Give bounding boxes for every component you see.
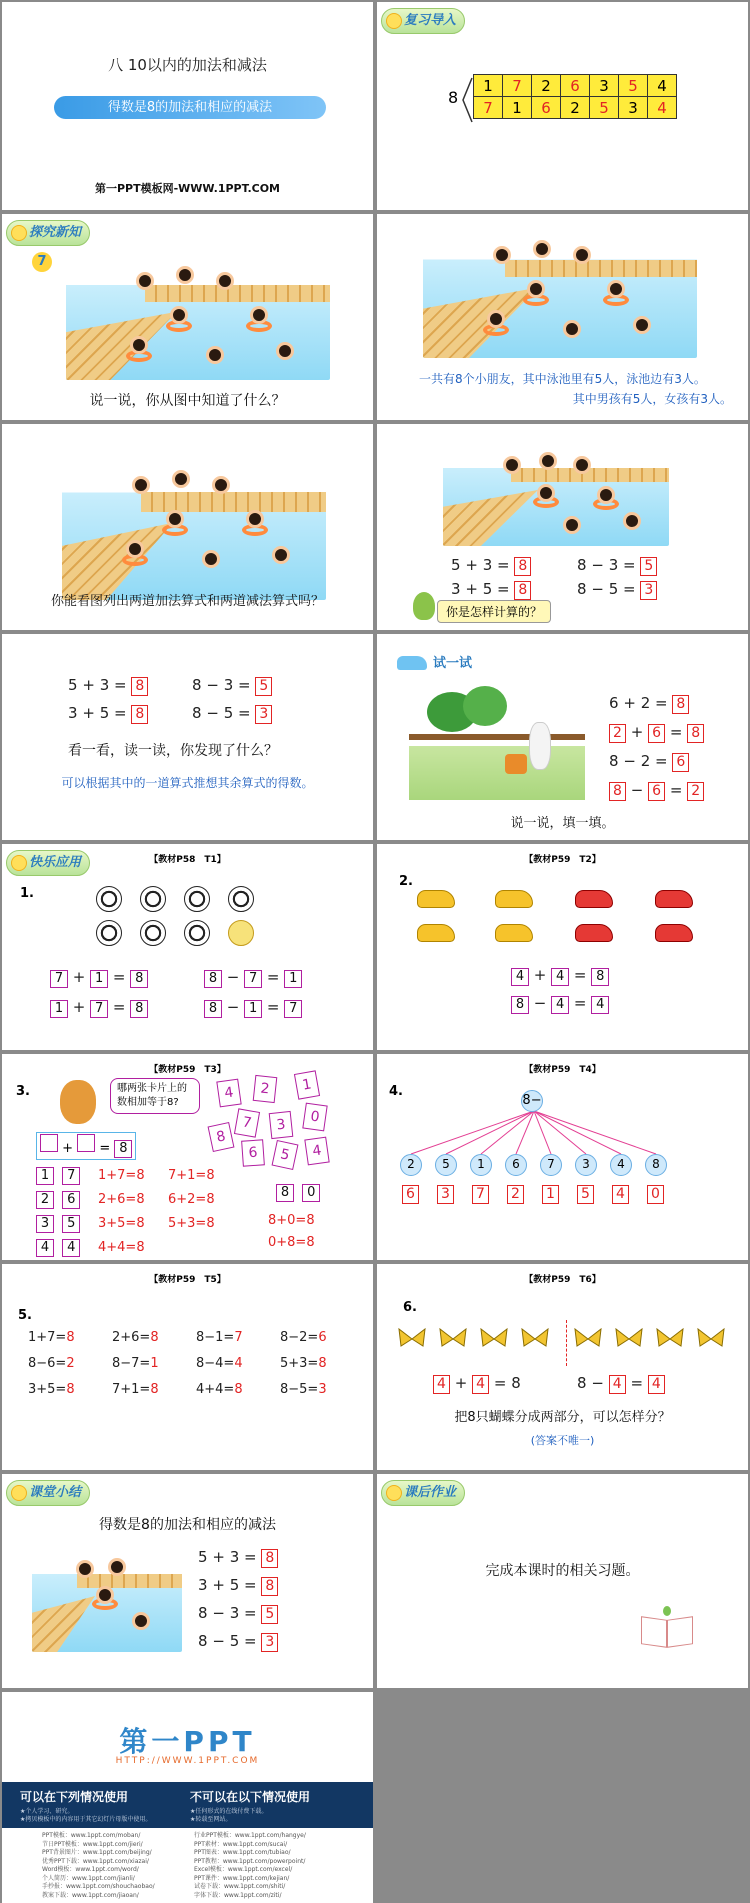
number-card: 4 xyxy=(216,1079,241,1108)
question-number: 2. xyxy=(399,874,413,889)
mascot-icon xyxy=(413,592,435,620)
subtitle-banner: 得数是8的加法和相应的减法 xyxy=(54,96,326,119)
top-node: 6 xyxy=(505,1154,527,1176)
equation: 2 + 6 = 8 xyxy=(609,723,704,743)
butterfly-icon xyxy=(655,1328,685,1350)
footer-logo: 第一PPT xyxy=(119,1725,256,1758)
chapter-title: 八 10以内的加法和减法 xyxy=(108,56,267,74)
slide-practice-2 xyxy=(377,844,748,1050)
butterfly-icon xyxy=(696,1328,726,1350)
number-card: 6 xyxy=(241,1139,265,1166)
equation: 6 + 2 = 8 xyxy=(609,694,689,714)
can-use-1: ★个人学习、研究。 xyxy=(20,1808,74,1815)
equation: 3 + 5 = 8 xyxy=(451,580,531,600)
footer-link[interactable]: 字体下载：www.1ppt.com/ziti/ xyxy=(194,1891,282,1899)
bear-icon xyxy=(60,1080,96,1124)
equation: 8 − 3 = 5 xyxy=(198,1604,278,1624)
soccer-ball-icon xyxy=(96,920,122,946)
table-cell: 2 xyxy=(532,75,561,97)
links-right xyxy=(194,1832,306,1900)
equation: 8 − 5 = 3 xyxy=(577,580,657,600)
slide-review xyxy=(377,2,748,210)
pool-illustration xyxy=(62,462,326,600)
question-number: 4. xyxy=(389,1084,403,1099)
site-text: 第一PPT模板网-WWW.1PPT.COM xyxy=(94,182,281,195)
split-table xyxy=(473,74,677,119)
car-icon xyxy=(397,656,427,670)
table-cell: 1 xyxy=(474,75,503,97)
homework-text: 完成本课时的相关习题。 xyxy=(485,1563,640,1579)
can-use-title: 可以在下列情况使用 xyxy=(20,1790,129,1804)
cannot-use-title: 不可以在以下情况使用 xyxy=(190,1790,311,1804)
slide-title xyxy=(2,2,373,210)
total-number: 8 xyxy=(448,88,459,107)
equation: 8 − 1 = 7 xyxy=(204,998,302,1018)
footer-link[interactable]: 手抄报：www.1ppt.com/shouchaobao/ xyxy=(42,1883,155,1890)
root-node: 8− xyxy=(521,1090,543,1112)
butterfly-icon xyxy=(479,1328,509,1350)
slide-summary xyxy=(2,1474,373,1688)
red-car-icon xyxy=(655,890,693,908)
equation: 8 − 5 = 3 xyxy=(192,704,272,724)
footer-link[interactable]: Excel模板：www.1ppt.com/excel/ xyxy=(194,1866,293,1873)
equation: 8 − 7 = 1 xyxy=(204,968,302,988)
table-cell: 6 xyxy=(561,75,590,97)
divider-line xyxy=(566,1320,567,1366)
slide-practice-6 xyxy=(377,1264,748,1470)
answer-box: 3 xyxy=(255,705,272,724)
number-card: 7 xyxy=(234,1108,260,1137)
slide-homework xyxy=(377,1474,748,1688)
calc-item: 8−1=7 xyxy=(196,1330,243,1345)
textbook-ref: 【教材P59 T3】 xyxy=(149,1065,226,1075)
soccer-ball-icon xyxy=(140,920,166,946)
question-text: 把8只蝴蝶分成两部分，可以怎样分？ xyxy=(454,1410,671,1425)
equation: 7 + 1 = 8 xyxy=(50,968,148,988)
equation: 1 + 7 = 8 xyxy=(50,998,148,1018)
number-card: 4 xyxy=(304,1137,329,1166)
footer-link[interactable]: PPT模板：www.1ppt.com/moban/ xyxy=(42,1832,141,1839)
table-cell: 5 xyxy=(619,75,648,97)
yellow-car-icon xyxy=(417,924,455,942)
top-node: 1 xyxy=(470,1154,492,1176)
equation: 5 + 3 = 8 xyxy=(68,676,148,696)
slide-equations-answer xyxy=(377,424,748,630)
equation: 4 + 4 = 8 xyxy=(511,966,609,986)
answer-box: 4 xyxy=(612,1185,629,1204)
equation: 8 − 4 = 4 xyxy=(577,1374,665,1394)
top-node: 8 xyxy=(645,1154,667,1176)
number-badge: 7 xyxy=(32,252,52,272)
slide-observation xyxy=(377,214,748,420)
pool-illustration xyxy=(443,446,669,546)
number-card: 5 xyxy=(272,1140,299,1170)
tag-review: 复习导入 xyxy=(381,8,465,34)
calc-item: 8−5=3 xyxy=(280,1382,327,1397)
red-car-icon xyxy=(655,924,693,942)
table-cell: 7 xyxy=(503,75,532,97)
footer-link[interactable]: 试卷下载：www.1ppt.com/shiti/ xyxy=(194,1883,286,1890)
butterfly-icon xyxy=(438,1328,468,1350)
sums-column-2: 7+1=8 6+2=8 5+3=8 xyxy=(168,1168,215,1231)
red-car-icon xyxy=(575,890,613,908)
table-cell: 7 xyxy=(474,97,503,119)
slide-practice-4 xyxy=(377,1054,748,1260)
footer-link[interactable]: 个人简历：www.1ppt.com/jianli/ xyxy=(42,1874,135,1882)
zero-pair: 8 0 xyxy=(276,1184,320,1202)
equation: 8 − 3 = 5 xyxy=(192,676,272,696)
answer-box: 6 xyxy=(402,1185,419,1204)
table-cell: 1 xyxy=(503,97,532,119)
table-cell: 4 xyxy=(648,75,677,97)
calc-item: 4+4=8 xyxy=(196,1382,243,1397)
number-card: 3 xyxy=(269,1111,294,1139)
template-box: + = 8 xyxy=(36,1132,136,1160)
answer-box: 1 xyxy=(542,1185,559,1204)
answer-box: 7 xyxy=(472,1185,489,1204)
footer-link[interactable]: 节日PPT模板：www.1ppt.com/jieri/ xyxy=(42,1840,143,1848)
answer-box: 8 xyxy=(131,705,148,724)
textbook-ref: 【教材P59 T6】 xyxy=(524,1275,601,1285)
footer-link[interactable]: PPT图表：www.1ppt.com/tubiao/ xyxy=(194,1849,291,1856)
calc-item: 1+7=8 xyxy=(28,1330,75,1345)
table-row xyxy=(474,75,677,97)
answer-box: 3 xyxy=(437,1185,454,1204)
calc-item: 8−6=2 xyxy=(28,1356,75,1371)
calc-item: 7+1=8 xyxy=(112,1382,159,1397)
sums-column-3: 8+0=8 0+8=8 xyxy=(268,1213,315,1250)
pool-illustration xyxy=(32,1552,182,1652)
top-node: 5 xyxy=(435,1154,457,1176)
equation: 8 − 4 = 4 xyxy=(511,994,609,1014)
answer-box: 6 xyxy=(648,724,665,743)
split-bracket xyxy=(461,76,473,124)
question-number: 1. xyxy=(20,886,34,901)
slide-practice-1 xyxy=(2,844,373,1050)
table-cell: 3 xyxy=(590,75,619,97)
slide-practice-5 xyxy=(2,1264,373,1470)
footer-link[interactable]: Word模板：www.1ppt.com/word/ xyxy=(42,1866,139,1873)
slide-discover xyxy=(2,634,373,840)
can-use-2: ★拷贝模板中的内容用于其它幻灯片母版中使用。 xyxy=(20,1816,152,1823)
caption-text: 说一说，填一填。 xyxy=(510,816,615,831)
footer-link[interactable]: PPT背景图片：www.1ppt.com/beijing/ xyxy=(42,1849,152,1856)
footer-link[interactable]: PPT教程：www.1ppt.com/powerpoint/ xyxy=(194,1857,306,1865)
tag-practice: 快乐应用 xyxy=(6,850,90,876)
question-number: 3. xyxy=(16,1084,30,1099)
textbook-ref: 【教材P59 T2】 xyxy=(524,855,601,865)
equation: 8 − 5 = 3 xyxy=(198,1632,278,1652)
yellow-car-icon xyxy=(495,924,533,942)
soccer-ball-icon xyxy=(184,920,210,946)
equation: 4 + 4 = 8 xyxy=(433,1374,521,1394)
answer-box: 2 xyxy=(609,724,626,743)
slide-equations-question xyxy=(2,424,373,630)
butterfly-icon xyxy=(573,1328,603,1350)
soccer-ball-icon xyxy=(96,886,122,912)
answer-box: 6 xyxy=(672,753,689,772)
table-row xyxy=(474,97,677,119)
answer-box: 6 xyxy=(648,782,665,801)
table-cell: 5 xyxy=(590,97,619,119)
tag-try: 试一试 xyxy=(433,656,473,671)
footer-panel xyxy=(2,1782,373,1903)
question-text: 你能看图列出两道加法算式和两道减法算式吗？ xyxy=(50,594,324,609)
cannot-use-2: ★转载至网站。 xyxy=(190,1816,232,1823)
top-node: 4 xyxy=(610,1154,632,1176)
yellow-car-icon xyxy=(495,890,533,908)
footer-url[interactable]: HTTP://WWW.1PPT.COM xyxy=(115,1756,260,1766)
book-icon xyxy=(641,1612,693,1648)
number-card: 1 xyxy=(294,1070,320,1099)
cannot-use-1: ★任何形式的在线付费下载。 xyxy=(190,1808,268,1815)
equation: 8 − 3 = 5 xyxy=(577,556,657,576)
textbook-ref: 【教材P58 T1】 xyxy=(149,855,226,865)
butterfly-icon xyxy=(614,1328,644,1350)
footer-link[interactable]: PPT素材：www.1ppt.com/sucai/ xyxy=(194,1840,288,1848)
answer-box: 0 xyxy=(647,1185,664,1204)
answer-box: 8 xyxy=(687,724,704,743)
tag-homework: 课后作业 xyxy=(381,1480,465,1506)
equation: 5 + 3 = 8 xyxy=(451,556,531,576)
slide-practice-3 xyxy=(2,1054,373,1260)
yellow-car-icon xyxy=(417,890,455,908)
answer-box: 8 xyxy=(131,677,148,696)
tag-explore: 探究新知 xyxy=(6,220,90,246)
equation: 5 + 3 = 8 xyxy=(198,1548,278,1568)
calc-item: 8−2=6 xyxy=(280,1330,327,1345)
butterfly-icon xyxy=(520,1328,550,1350)
table-cell: 2 xyxy=(561,97,590,119)
red-car-icon xyxy=(575,924,613,942)
number-card: 8 xyxy=(208,1122,235,1152)
answer-box: 8 xyxy=(514,557,531,576)
slide-try xyxy=(377,634,748,840)
observation-line-1: 一共有8个小朋友，其中泳池里有5人，泳池边有3人。 xyxy=(419,372,706,386)
top-node: 3 xyxy=(575,1154,597,1176)
pool-illustration xyxy=(66,258,330,380)
footer-link[interactable]: PPT课件：www.1ppt.com/kejian/ xyxy=(194,1874,290,1882)
observation-line-2: 其中男孩有5人，女孩有3人。 xyxy=(572,392,732,406)
soccer-ball-icon xyxy=(228,886,254,912)
tag-summary: 课堂小结 xyxy=(6,1480,90,1506)
note-text: (答案不唯一) xyxy=(530,1434,595,1447)
question-number: 6. xyxy=(403,1300,417,1315)
calc-item: 8−7=1 xyxy=(112,1356,159,1371)
equation: 8 − 2 = 6 xyxy=(609,752,689,772)
equation: 3 + 5 = 8 xyxy=(198,1576,278,1596)
table-cell: 6 xyxy=(532,97,561,119)
equation: 3 + 5 = 8 xyxy=(68,704,148,724)
answer-box: 8 xyxy=(514,581,531,600)
footer-link[interactable]: 行业PPT模板：www.1ppt.com/hangye/ xyxy=(194,1832,306,1839)
answer-box: 5 xyxy=(640,557,657,576)
calc-item: 8−4=4 xyxy=(196,1356,243,1371)
garden-illustration xyxy=(409,680,585,800)
prompt-text: 看一看，读一读，你发现了什么？ xyxy=(68,743,278,759)
answer-box: 8 xyxy=(609,782,626,801)
question-number: 5. xyxy=(18,1308,32,1323)
answer-box: 5 xyxy=(577,1185,594,1204)
speech-bubble: 你是怎样计算的？ xyxy=(437,600,551,623)
speech-bubble: 哪两张卡片上的数相加等于8? xyxy=(110,1078,200,1114)
note-text: 可以根据其中的一道算式推想其余算式的得数。 xyxy=(61,776,314,790)
footer-slide xyxy=(2,1692,373,1903)
pool-illustration xyxy=(423,232,697,358)
footer-link[interactable]: 优秀PPT下载：www.1ppt.com/xiazai/ xyxy=(42,1857,149,1865)
links-left xyxy=(42,1832,155,1900)
number-card: 2 xyxy=(253,1075,278,1103)
footer-link[interactable]: 教案下载：www.1ppt.com/jiaoan/ xyxy=(42,1891,139,1899)
table-cell: 3 xyxy=(619,97,648,119)
soccer-ball-icon xyxy=(184,886,210,912)
butterfly-icon xyxy=(397,1328,427,1350)
top-node: 2 xyxy=(400,1154,422,1176)
table-cell: 4 xyxy=(648,97,677,119)
textbook-ref: 【教材P59 T5】 xyxy=(149,1275,226,1285)
answer-box: 3 xyxy=(640,581,657,600)
sums-column-1: 1+7=8 2+6=8 3+5=8 4+4=8 xyxy=(98,1168,145,1255)
calc-item: 3+5=8 xyxy=(28,1382,75,1397)
number-card: 0 xyxy=(302,1103,327,1132)
answer-box: 8 xyxy=(672,695,689,714)
equation: 8 − 6 = 2 xyxy=(609,781,704,801)
answer-box: 5 xyxy=(255,677,272,696)
question-text: 说一说，你从图中知道了什么？ xyxy=(89,393,286,409)
calc-item: 5+3=8 xyxy=(280,1356,327,1371)
top-node: 7 xyxy=(540,1154,562,1176)
textbook-ref: 【教材P59 T4】 xyxy=(524,1065,601,1075)
slide-explore xyxy=(2,214,373,420)
answer-box: 2 xyxy=(687,782,704,801)
split-lines xyxy=(377,1054,748,1260)
summary-title: 得数是8的加法和相应的减法 xyxy=(99,1517,276,1533)
volleyball-icon xyxy=(228,920,254,946)
calc-item: 2+6=8 xyxy=(112,1330,159,1345)
answer-box: 2 xyxy=(507,1185,524,1204)
soccer-ball-icon xyxy=(140,886,166,912)
pairs-list: 1 7 2 6 3 5 4 4 xyxy=(36,1164,80,1260)
